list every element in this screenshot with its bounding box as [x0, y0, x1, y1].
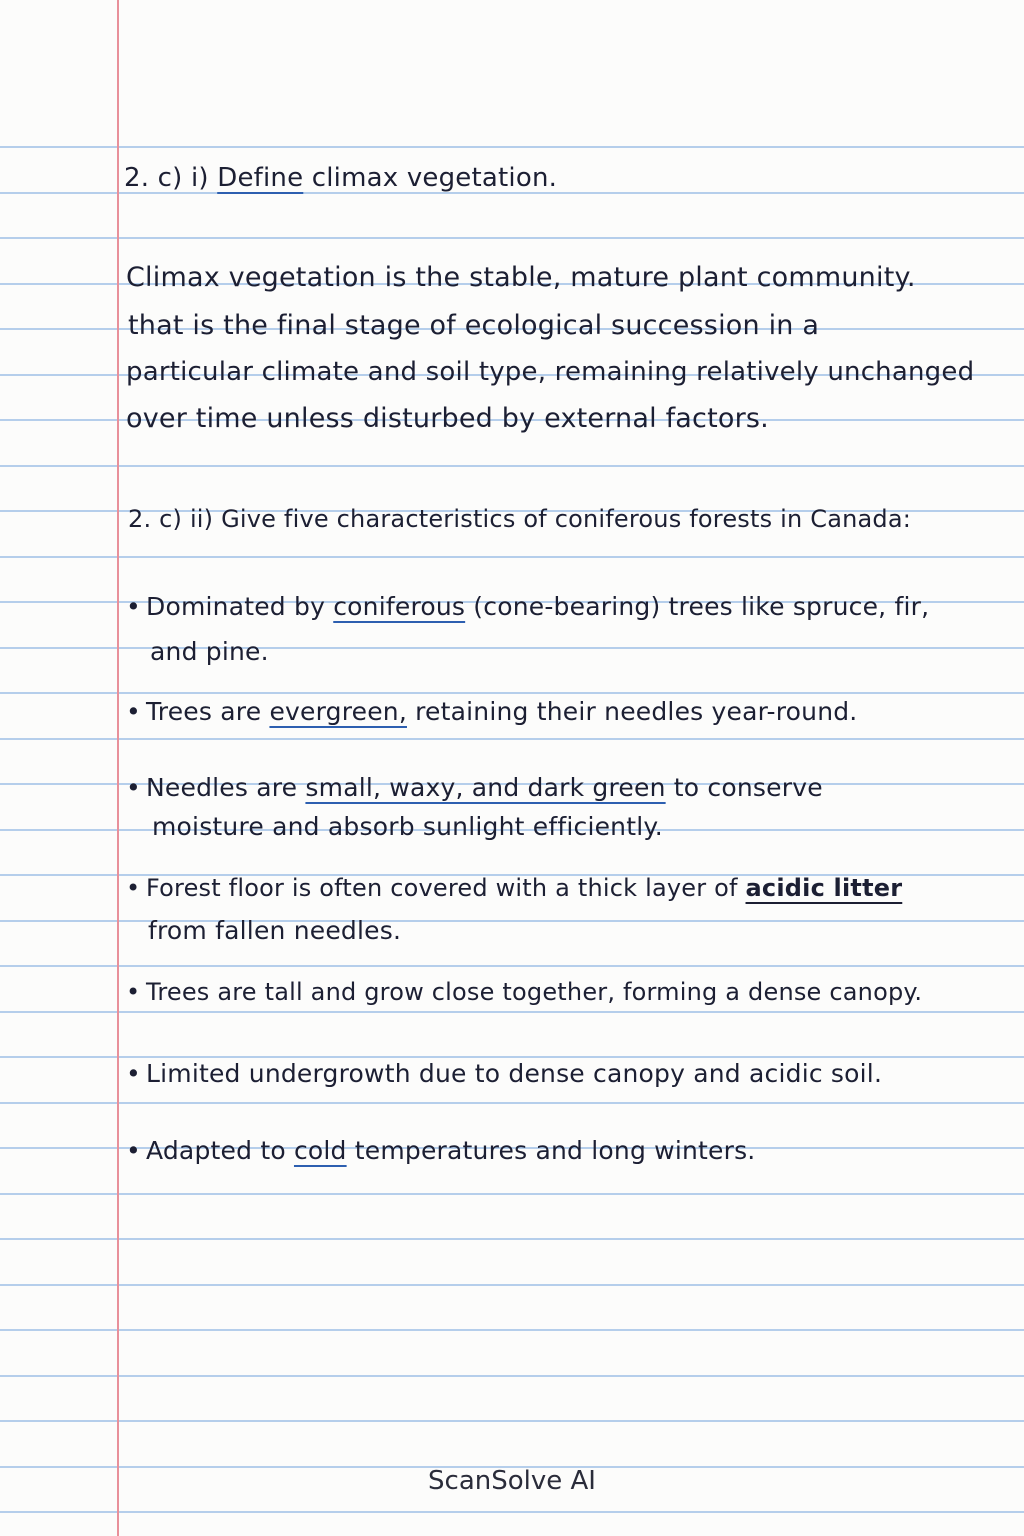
margin-line: [117, 0, 119, 1536]
bullet-symbol: •: [126, 1136, 141, 1165]
answer-1-line-3: particular climate and soil type, remaining relatively unchanged: [126, 357, 975, 387]
list-item-text: Trees are: [146, 697, 270, 726]
list-item: [126, 1059, 882, 1088]
bullet-symbol: •: [126, 592, 141, 621]
list-item: [126, 978, 922, 1006]
footer-watermark: ScanSolve AI: [428, 1466, 596, 1496]
answer-1-line-1: Climax vegetation is the stable, mature plant community.: [126, 262, 916, 293]
bullet-symbol: •: [126, 874, 141, 902]
list-item-underlined: small, waxy, and dark green: [305, 773, 666, 802]
list-item-text: Adapted to: [146, 1136, 294, 1165]
list-item-text: Trees are tall and grow close together, forming a dense canopy.: [146, 978, 923, 1006]
list-item-underlined: cold: [293, 1136, 347, 1165]
list-item-underlined: acidic litter: [745, 874, 903, 902]
list-item-text: Forest floor is often covered with a thick layer of: [146, 874, 746, 902]
answer-1-line-4: over time unless disturbed by external factors.: [126, 403, 769, 434]
question-1-number: 2. c) i): [124, 163, 209, 193]
question-2-number: 2. c): [128, 505, 183, 533]
question-1-verb: Define: [217, 163, 304, 193]
bullet-symbol: •: [126, 773, 141, 802]
list-item-continuation: and pine.: [150, 637, 269, 666]
list-item: [126, 592, 929, 621]
list-item-text: retaining their needles year-round.: [406, 697, 858, 726]
question-1-text: climax vegetation.: [303, 163, 558, 193]
list-item: [126, 874, 902, 902]
answer-1-line-2: that is the final stage of ecological succession in a: [128, 310, 820, 341]
bullet-symbol: •: [126, 697, 141, 726]
list-item-underlined: coniferous: [333, 592, 466, 621]
list-item-text: (cone-bearing) trees like spruce, fir,: [465, 592, 930, 621]
list-item: [126, 697, 857, 726]
question-2: [128, 505, 911, 533]
list-item-text: to conserve: [665, 773, 823, 802]
list-item-text: Limited undergrowth due to dense canopy and acidic soil.: [146, 1059, 883, 1088]
list-item-continuation: from fallen needles.: [148, 916, 402, 945]
question-1: [124, 163, 557, 193]
list-item-text: temperatures and long winters.: [346, 1136, 756, 1165]
list-item-text: Needles are: [146, 773, 306, 802]
list-item-underlined: evergreen,: [269, 697, 407, 726]
bullet-symbol: •: [126, 978, 141, 1006]
list-item: [126, 773, 823, 802]
list-item-text: Dominated by: [146, 592, 334, 621]
question-2-text: ii) Give five characteristics of coniferous forests in Canada:: [189, 505, 912, 533]
list-item: [126, 1136, 755, 1165]
bullet-symbol: •: [126, 1059, 141, 1088]
list-item-continuation: moisture and absorb sunlight efficiently.: [152, 812, 663, 841]
